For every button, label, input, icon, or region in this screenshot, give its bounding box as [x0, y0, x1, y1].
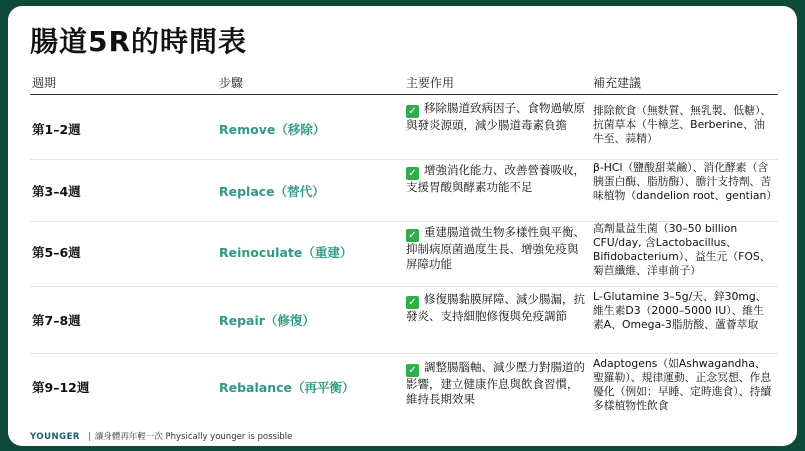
check-icon: ✓ — [406, 364, 419, 377]
check-icon: ✓ — [406, 167, 419, 180]
step-cell: Replace（替代） — [219, 184, 325, 199]
effect-cell — [406, 101, 586, 133]
check-icon: ✓ — [406, 229, 419, 242]
effect-cell — [406, 225, 586, 272]
effect-text: 修復腸黏膜屏障、減少腸漏，抗發炎、支持細胞修復與免疫調節 — [406, 292, 585, 323]
page-title: 腸道5R的時間表 — [30, 25, 248, 58]
supplement-cell: 高劑量益生菌（30–50 billion CFU/day, 含Lactobacillus、Bifidobacterium）、益生元（FOS、菊苣纖維、洋車前子） — [593, 222, 771, 277]
supplement-cell: Adaptogens（如Ashwagandha、聖羅勒）、規律運動、正念冥想、作息優化（例如：早睡、定時進食）、持續多樣植物性飲食 — [593, 357, 772, 412]
effect-cell — [406, 292, 586, 324]
effect-cell — [406, 360, 586, 407]
supplement-cell: L-Glutamine 3–5g/天、鋅30mg、維生素D3（2000–5000 IU）、維生素A、Omega-3脂肪酸、蘆薈萃取 — [593, 290, 767, 331]
week-cell: 第3–4週 — [32, 184, 81, 199]
check-icon: ✓ — [406, 296, 419, 309]
step-cell: Rebalance（再平衡） — [219, 380, 355, 395]
header-step: 步驟 — [219, 76, 244, 90]
row-divider — [30, 159, 778, 160]
footer-tagline: 讓身體再年輕一次 Physically younger is possible — [94, 432, 293, 442]
header-effect: 主要作用 — [406, 76, 455, 90]
week-cell: 第5–6週 — [32, 245, 81, 260]
step-cell: Reinoculate（重建） — [219, 245, 353, 260]
effect-text: 移除腸道致病因子、食物過敏原與發炎源頭，減少腸道毒素負擔 — [406, 101, 585, 132]
row-divider — [30, 286, 778, 287]
week-cell: 第7–8週 — [32, 313, 81, 328]
check-icon: ✓ — [406, 105, 419, 118]
step-cell: Repair（修復） — [219, 313, 315, 328]
effect-text: 增強消化能力、改善營養吸收，支援胃酸與酵素功能不足 — [406, 163, 585, 194]
footer — [30, 430, 292, 442]
effect-text: 重建腸道微生物多樣性與平衡、抑制病原菌過度生長、增強免疫與屏障功能 — [406, 225, 585, 271]
step-cell: Remove（移除） — [219, 122, 326, 137]
supplement-cell: 排除飲食（無麩質、無乳製、低糖）、抗菌草本（牛樟芝、Berberine、油牛至、蒜精） — [593, 104, 772, 145]
header-divider — [30, 94, 778, 95]
supplement-cell: β-HCl（鹽酸甜菜鹼）、消化酵素（含胰蛋白酶、脂肪酶）、膽汁支持劑、苦味植物（dandelion root、gentian） — [593, 161, 778, 202]
effect-cell — [406, 163, 586, 195]
header-supplement: 補充建議 — [593, 76, 642, 90]
brand-logo: YOUNGER — [30, 432, 80, 442]
week-cell: 第9–12週 — [32, 380, 90, 395]
slide — [8, 6, 797, 446]
week-cell: 第1–2週 — [32, 122, 81, 137]
header-week: 週期 — [32, 76, 57, 90]
footer-separator: | — [87, 432, 91, 442]
effect-text: 調整腸腦軸、減少壓力對腸道的影響，建立健康作息與飲食習慣，維持長期效果 — [406, 360, 585, 406]
row-divider — [30, 353, 778, 354]
